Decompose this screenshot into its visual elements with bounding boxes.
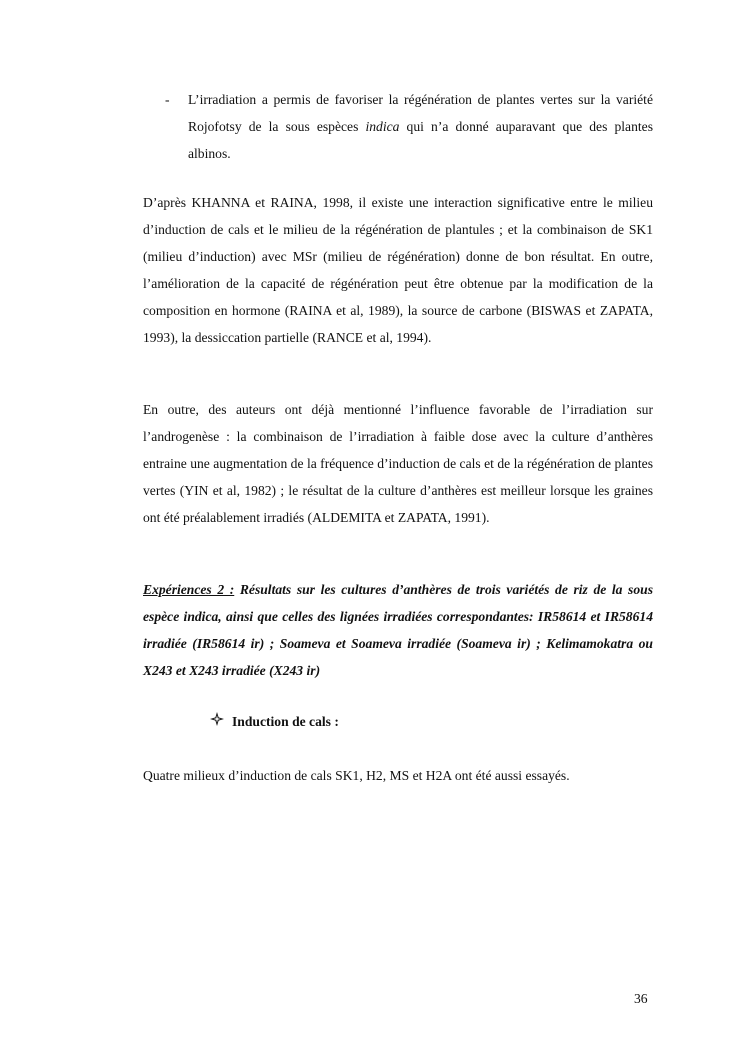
- section-title: Induction de cals :: [232, 714, 339, 729]
- bullet-dash: -: [165, 92, 170, 107]
- diamond-bullet-icon: [210, 708, 224, 735]
- experience-label: Expériences 2 :: [143, 582, 235, 597]
- bullet-text-part: qui n’a donné auparavant que des plantes albinos.: [188, 119, 653, 161]
- bullet-text-part: L’irradiation a permis de favoriser la régénération de plantes vertes sur la variété Rojofotsy de la sous espèces: [188, 92, 653, 134]
- section-heading: [210, 708, 339, 735]
- bullet-text: [188, 86, 653, 167]
- experience-title: Résultats sur les cultures d’anthères de trois variétés de riz de la sous espèce indica, ainsi que celles des lignées irradiées correspondantes: IR58614 et IR58614 irradiée (IR58614 ir) ; Soameva et Soameva irradiée (Soameva ir) ; Kelimamokatra ou X243 et X243 irradiée (X243 ir): [143, 582, 653, 678]
- experience-heading: [143, 576, 653, 684]
- page-number: 36: [634, 991, 648, 1006]
- bullet-italic-term: indica: [365, 119, 400, 134]
- bullet-item: [143, 86, 653, 167]
- paragraph: En outre, des auteurs ont déjà mentionné l’influence favorable de l’irradiation sur l’androgenèse : la combinaison de l’irradiation à faible dose avec la culture d’anthères entraine une augmentation de la fréquence d’induction de cals et de la régénération de plantes vertes (YIN et al, 1982) ; le résultat de la culture d’anthères est meilleur lorsque les graines ont été préalablement irradiés (ALDEMITA et ZAPATA, 1991).: [143, 402, 653, 525]
- paragraph: D’après KHANNA et RAINA, 1998, il existe une interaction significative entre le milieu d’induction de cals et le milieu de la régénération de plantules ; et la combinaison de SK1 (milieu d’induction) avec MSr (milieu de régénération) donne de bon résultat. En outre, l’amélioration de la capacité de régénération peut être obtenue par la modification de la composition en hormone (RAINA et al, 1989), la source de carbone (BISWAS et ZAPATA, 1993), la dessiccation partielle (RANCE et al, 1994).: [143, 195, 653, 345]
- paragraph: Quatre milieux d’induction de cals SK1, H2, MS et H2A ont été aussi essayés.: [143, 768, 570, 783]
